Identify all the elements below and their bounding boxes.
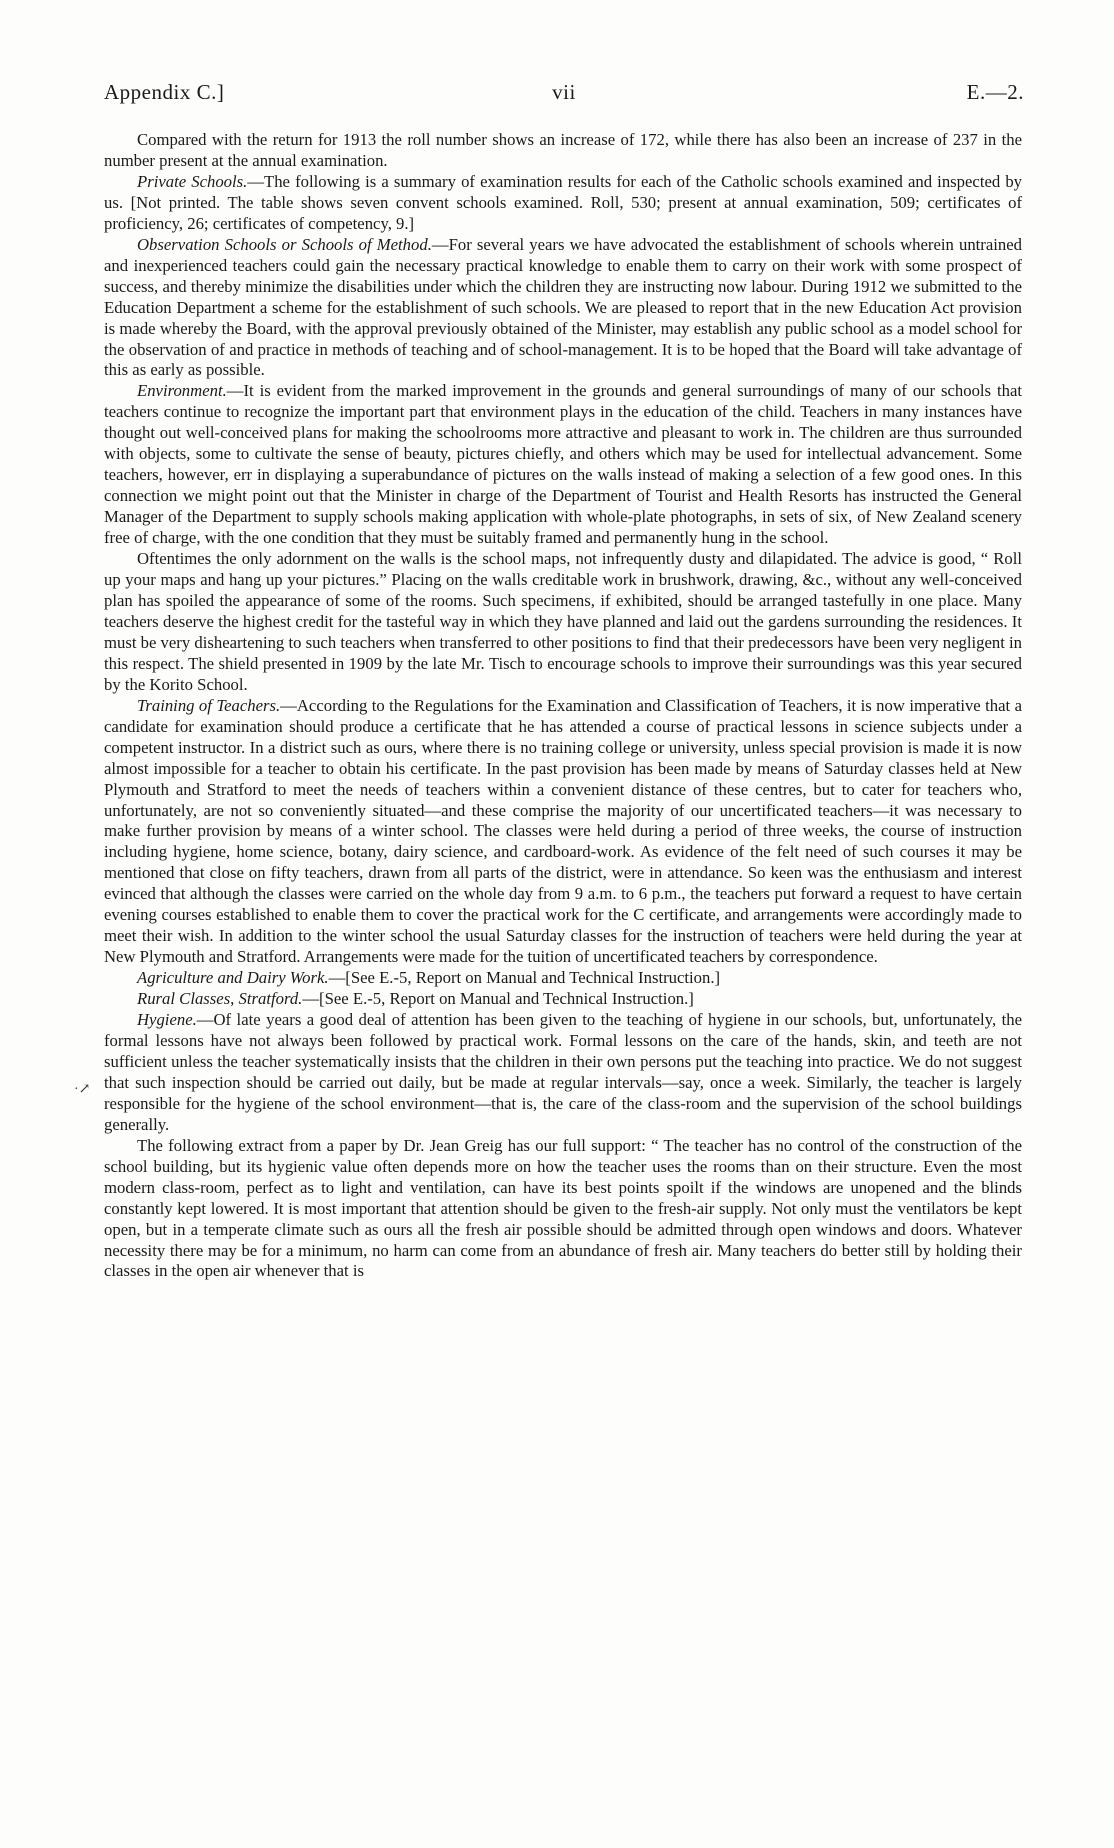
page-header [104,80,1024,110]
section-heading: Environment. [137,381,227,401]
section-heading: Observation Schools or Schools of Method. [137,234,432,254]
paragraph-adornment: Oftentimes the only adornment on the walls is the school maps, not infrequently dusty and dilapidated. The advice is good, “ Roll up your maps and hang up your pictures.” Placing on the walls creditable work in brushwork, drawing, &c., without any well-conceived plan has spoiled the appearance of some of the rooms. Such specimens, if exhibited, should be arranged tastefully in one place. Many teachers deserve the highest credit for the tasteful way in which they have planned and laid out the gardens surrounding the residences. It must be very disheartening to such teachers when transferred to other positions to find that their predecessors have been very negligent in this respect. The shield presented in 1909 by the late Mr. Tisch to encourage schools to improve their surroundings was this year secured by the Korito School. [104,549,1022,694]
paragraph-observation-schools: Observation Schools or Schools of Method.—For several years we have advocated the establishment of schools wherein untrained and inexperienced teachers could gain the necessary practical knowledge to enable them to carry on their work with some prospect of success, and thereby minimize the disabilities under which the children they are instructing now labour. During 1912 we submitted to the Education Department a scheme for the establishment of such schools. We are pleased to report that in the new Education Act provision is made whereby the Board, with the approval previously obtained of the Minister, may establish any public school as a model school for the observation of and practice in methods of teaching and of school-management. It is to be hoped that the Board will take advantage of this as early as possible. [104,234,1022,380]
section-heading: Hygiene. [137,1010,197,1030]
report-body [104,130,1022,1282]
margin-mark: ·↗ [74,1082,91,1097]
paragraph-environment: Environment.—It is evident from the marked improvement in the grounds and general surroundings of many of our schools that teachers continue to recognize the important part that environment plays in the education of the child. Teachers in many instances have thought out well-conceived plans for making the schoolrooms more attractive and pleasant to work in. The children are thus surrounded with objects, some to cultivate the sense of beauty, pictures chiefly, and others which may be used for intellectual advancement. Some teachers, however, err in displaying a superabundance of pictures on the walls instead of making a selection of a few good ones. In this connection we might point out that the Minister in charge of the Department of Tourist and Health Resorts has instructed the General Manager of the Department to supply schools making application with whole-plate photographs, in sets of six, of New Zealand scenery free of charge, with the one condition that they must be suitably framed and permanently hung in the school. [104,381,1022,548]
paragraph-agriculture: Agriculture and Dairy Work.—[See E.-5, Report on Manual and Technical Instruction.] [137,968,721,988]
section-heading: Private Schools. [137,171,248,191]
page-number: vii [552,80,576,104]
paragraph-private-schools: Private Schools.—The following is a summary of examination results for each of the Catholic schools examined and inspected by us. [Not printed. The table shows seven convent schools examined. Roll, 530; present at annual examination, 509; certificates of proficiency, 26; certificates of competency, 9.] [104,171,1023,233]
section-heading: Rural Classes, Stratford. [137,989,303,1009]
paragraph-roll-comparison: Compared with the return for 1913 the roll number shows an increase of 172, while there has also been an increase of 237 in the number present at the annual examination. [104,130,1022,170]
appendix-label: Appendix C.] [104,80,225,104]
paragraph-hygiene: Hygiene.—Of late years a good deal of attention has been given to the teaching of hygiene in our schools, but, unfortunately, the formal lessons have not always been followed by practical work. Formal lessons on the care of the hands, skin, and teeth are not sufficient unless the teacher systematically insists that the children in their own persons put the teaching into practice. We do not suggest that such inspection should be carried out daily, but be made at regular intervals—say, once a week. Similarly, the teacher is largely responsible for the hygiene of the school environment—that is, the care of the class-room and the supervision of the school buildings generally. [104,1010,1022,1134]
paragraph-rural-classes: Rural Classes, Stratford.—[See E.-5, Report on Manual and Technical Instruction.] [137,989,694,1009]
document-code: E.—2. [966,80,1024,104]
paragraph-greig-extract: The following extract from a paper by Dr. Jean Greig has our full support: “ The teacher has no control of the construction of the school building, but its hygienic value often depends more on how the teacher uses the rooms than on their structure. Even the most modern class-room, perfect as to light and ventilation, can have its best points spoilt if the windows are unopened and the blinds constantly kept lowered. It is most important that attention should be given to the fresh-air supply. Not only must the ventilators be kept open, but in a temperate climate such as ours all the fresh air possible should be admitted through open windows and doors. Whatever necessity there may be for a minimum, no harm can come from an abundance of fresh air. Many teachers do better still by holding their classes in the open air whenever that is [104,1135,1022,1281]
section-heading: Training of Teachers. [137,695,281,715]
paragraph-training-of-teachers: Training of Teachers.—According to the Regulations for the Examination and Classification of Teachers, it is now imperative that a candidate for examination should produce a certificate that he has attended a course of practical lessons in science subjects under a competent instructor. In a district such as ours, where there is no training college or university, unless special provision is made it is now almost impossible for a teacher to obtain his certificate. In the past provision has been made by means of Saturday classes held at New Plymouth and Stratford to meet the needs of teachers within a convenient distance of these centres, but to cater for teachers who, unfortunately, are not so conveniently situated—and these comprise the majority of our uncertificated teachers—it was necessary to make further provision by means of a winter school. The classes were held during a period of three weeks, the course of instruction including hygiene, home science, botany, dairy science, and cardboard-work. As evidence of the felt need of such courses it may be mentioned that close on fifty teachers, drawn from all parts of the district, were in attendance. So keen was the enthusiasm and interest evinced that although the classes were carried on the whole day from 9 a.m. to 6 p.m., the teachers put forward a request to have certain evening courses established to enable them to cover the practical work for the C certificate, and arrangements were accordingly made to meet their wish. In addition to the winter school the usual Saturday classes for the instruction of teachers were held during the year at New Plymouth and Stratford. Arrangements were made for the tuition of uncertificated teachers by correspondence. [104,695,1023,967]
section-heading: Agriculture and Dairy Work. [137,968,329,988]
